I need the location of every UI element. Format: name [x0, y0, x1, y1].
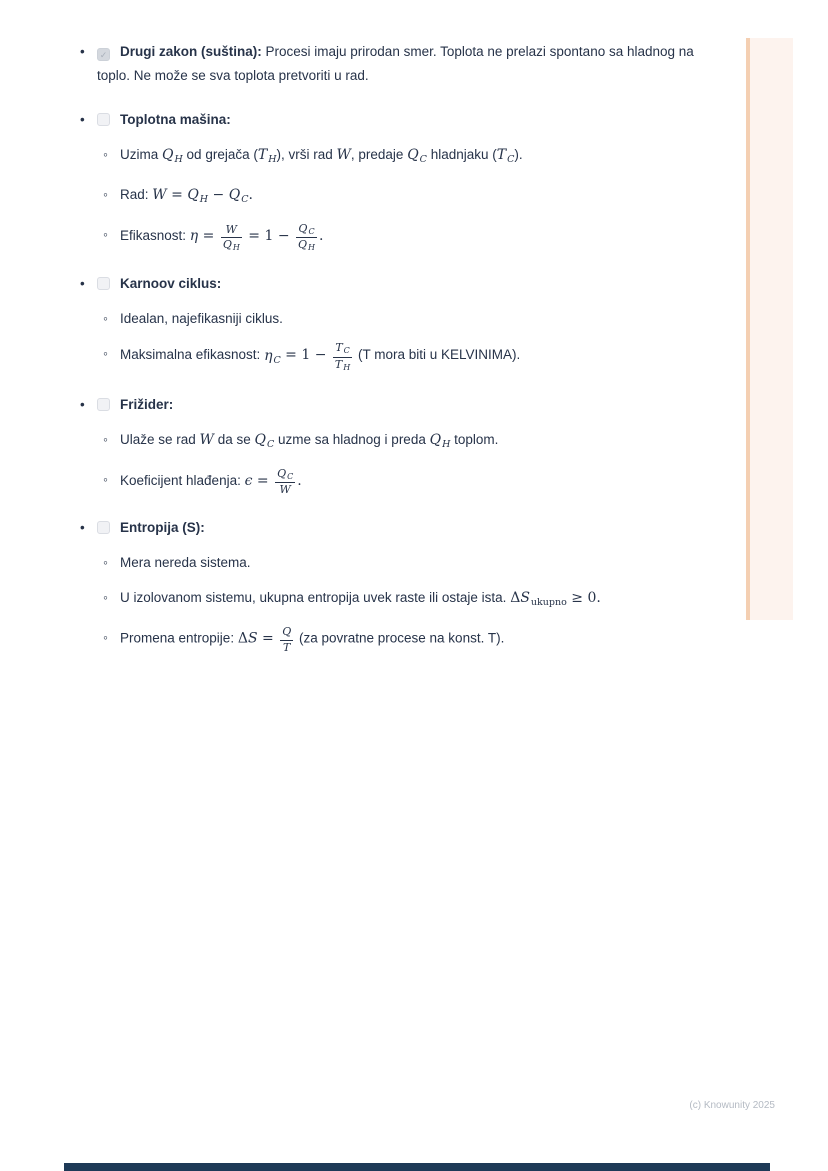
- text-run: ).: [514, 147, 523, 162]
- math-variable: W: [336, 147, 351, 163]
- text-run: da se: [213, 431, 255, 447]
- text-run: Maksimalna efikasnost:: [120, 347, 265, 363]
- note-subitem: [103, 626, 730, 654]
- item-label: Drugi zakon (suština):: [120, 44, 262, 59]
- math-subscript: ukupno: [530, 597, 567, 609]
- math-upright: Δ: [510, 590, 521, 607]
- text-run: Koeficijent hlađenja:: [120, 472, 245, 488]
- math-variable: $Q_H$: [162, 147, 183, 165]
- item-label: Toplotna mašina:: [120, 112, 231, 127]
- math-variable: $Q_C$: [254, 431, 275, 450]
- item-checkbox[interactable]: [97, 113, 110, 126]
- math-variable: W: [199, 431, 214, 448]
- text-run: , predaje: [350, 147, 408, 162]
- math-upright: Δ: [237, 631, 248, 648]
- math-subscript: H: [174, 154, 183, 165]
- text-run: Idealan, najefikasniji ciklus.: [120, 311, 283, 327]
- note-subitem: [103, 307, 730, 331]
- text-run: Ulaže se rad: [120, 431, 200, 447]
- math-variable: $Q_H$: [429, 431, 451, 450]
- math-variable: η: [189, 228, 199, 245]
- fraction-numerator: [296, 223, 317, 238]
- text-run: Uzima: [120, 147, 163, 162]
- note-item: [80, 272, 730, 372]
- math-upright: =: [166, 187, 188, 203]
- item-text: Procesi imaju prirodan smer. Toplota ne prelazi spontano sa hladnog na toplo. Ne može se sva toplota pretvoriti u rad.: [97, 44, 694, 83]
- fraction-denominator: [275, 483, 295, 497]
- math-subscript: H: [232, 243, 240, 253]
- math-variable: $S_{ukupno}$: [520, 590, 567, 609]
- fraction-denominator: [280, 641, 293, 655]
- text-run: od grejača (: [182, 147, 258, 162]
- fraction-denominator: [221, 238, 242, 252]
- math-upright: .: [248, 187, 253, 203]
- text-run: U izolovanom sistemu, ukupna entropija uvek raste ili ostaje ista.: [120, 590, 511, 606]
- next-page-top-edge: [64, 1163, 770, 1171]
- math-subscript: H: [199, 194, 209, 205]
- fraction: [280, 626, 293, 654]
- text-run: (za povratne procese na konst. T).: [295, 631, 505, 647]
- text-run: Mera nereda sistema.: [120, 555, 251, 571]
- math-variable: $Q_C$: [228, 187, 249, 205]
- math-upright: = 1 −: [243, 228, 294, 245]
- math-upright: .: [297, 472, 302, 489]
- math-subscript: H: [268, 154, 277, 165]
- notes-content: [80, 28, 730, 655]
- note-subitem: [103, 428, 730, 457]
- fraction-numerator: [221, 224, 242, 239]
- math-variable: $Q_H$: [187, 187, 209, 205]
- math-variable: QC: [298, 222, 315, 236]
- math-variable: ϵ: [244, 472, 253, 489]
- math-subscript: C: [266, 438, 275, 450]
- math-subscript: C: [507, 154, 515, 165]
- math-subscript: C: [241, 194, 249, 205]
- math-variable: W: [152, 187, 167, 203]
- sub-list: [103, 551, 730, 654]
- math-subscript: C: [308, 227, 315, 236]
- math-variable: S: [247, 631, 258, 648]
- math-upright: ≥ 0.: [566, 590, 601, 607]
- item-label: Karnoov ciklus:: [120, 276, 222, 292]
- note-subitem: [103, 468, 730, 497]
- text-run: Rad:: [120, 187, 153, 202]
- copyright-text: (c) Knowunity 2025: [689, 1100, 775, 1111]
- note-subitem: [103, 551, 730, 575]
- note-subitem: [103, 183, 730, 212]
- text-run: ), vrši rad: [276, 147, 337, 162]
- math-variable: TH: [334, 357, 351, 372]
- text-run: (T mora biti u KELVINIMA).: [354, 347, 521, 363]
- note-subitem: [103, 342, 730, 372]
- math-subscript: C: [273, 354, 281, 366]
- math-variable: T: [283, 641, 291, 655]
- text-run: hladnjaku (: [426, 147, 497, 162]
- fraction: [296, 223, 317, 252]
- math-upright: =: [257, 631, 279, 648]
- math-variable: Q: [282, 625, 292, 639]
- text-run: toplom.: [450, 431, 499, 447]
- item-label: Entropija (S):: [120, 520, 205, 536]
- math-subscript: C: [419, 154, 427, 165]
- fraction-numerator: [333, 342, 352, 357]
- math-variable: $\eta_C$: [264, 347, 281, 366]
- item-checkbox[interactable]: [97, 398, 110, 411]
- fraction-numerator: [280, 626, 293, 641]
- text-run: Efikasnost:: [120, 228, 190, 244]
- note-item: [80, 393, 730, 497]
- text-run: uzme sa hladnog i preda: [274, 431, 430, 447]
- item-checkbox[interactable]: [97, 521, 110, 534]
- math-variable: W: [279, 482, 291, 496]
- fraction-numerator: [275, 468, 295, 483]
- math-variable: $Q_C$: [407, 147, 427, 165]
- check-icon: • ✓: [99, 50, 108, 60]
- math-variable: QH: [298, 238, 316, 253]
- math-subscript: H: [308, 243, 316, 253]
- note-item: [80, 516, 730, 654]
- note-subitem: [103, 586, 730, 615]
- fraction: [333, 342, 352, 371]
- fraction: [275, 468, 295, 497]
- math-variable: $T_H$: [257, 147, 277, 165]
- math-subscript: C: [287, 471, 294, 481]
- fraction-denominator: [296, 238, 317, 252]
- text-run: Promena entropije:: [120, 631, 238, 647]
- item-checkbox-checked[interactable]: [97, 48, 110, 61]
- sub-list: [103, 428, 730, 497]
- sub-list: [103, 143, 730, 252]
- math-variable: W: [225, 222, 237, 236]
- sub-list: [103, 307, 730, 372]
- note-item: [80, 108, 730, 252]
- item-checkbox[interactable]: [97, 277, 110, 290]
- fraction: [221, 224, 242, 253]
- right-accent-bar: [746, 38, 793, 620]
- note-subitem: [103, 223, 730, 252]
- math-variable: TC: [335, 341, 350, 356]
- math-upright: =: [252, 472, 274, 489]
- note-item: [80, 40, 730, 88]
- math-variable: QH: [222, 238, 240, 253]
- math-upright: = 1 −: [280, 347, 331, 364]
- fraction-denominator: [333, 358, 352, 372]
- math-subscript: C: [343, 346, 350, 356]
- item-label: Frižider:: [120, 396, 174, 412]
- math-subscript: H: [442, 438, 451, 450]
- note-subitem: [103, 143, 730, 172]
- math-variable: $T_C$: [496, 147, 515, 165]
- math-upright: =: [198, 228, 219, 245]
- math-subscript: H: [343, 362, 351, 372]
- math-upright: .: [319, 228, 324, 245]
- math-variable: QC: [277, 466, 294, 481]
- math-upright: −: [208, 187, 229, 203]
- notes-list: [80, 40, 730, 655]
